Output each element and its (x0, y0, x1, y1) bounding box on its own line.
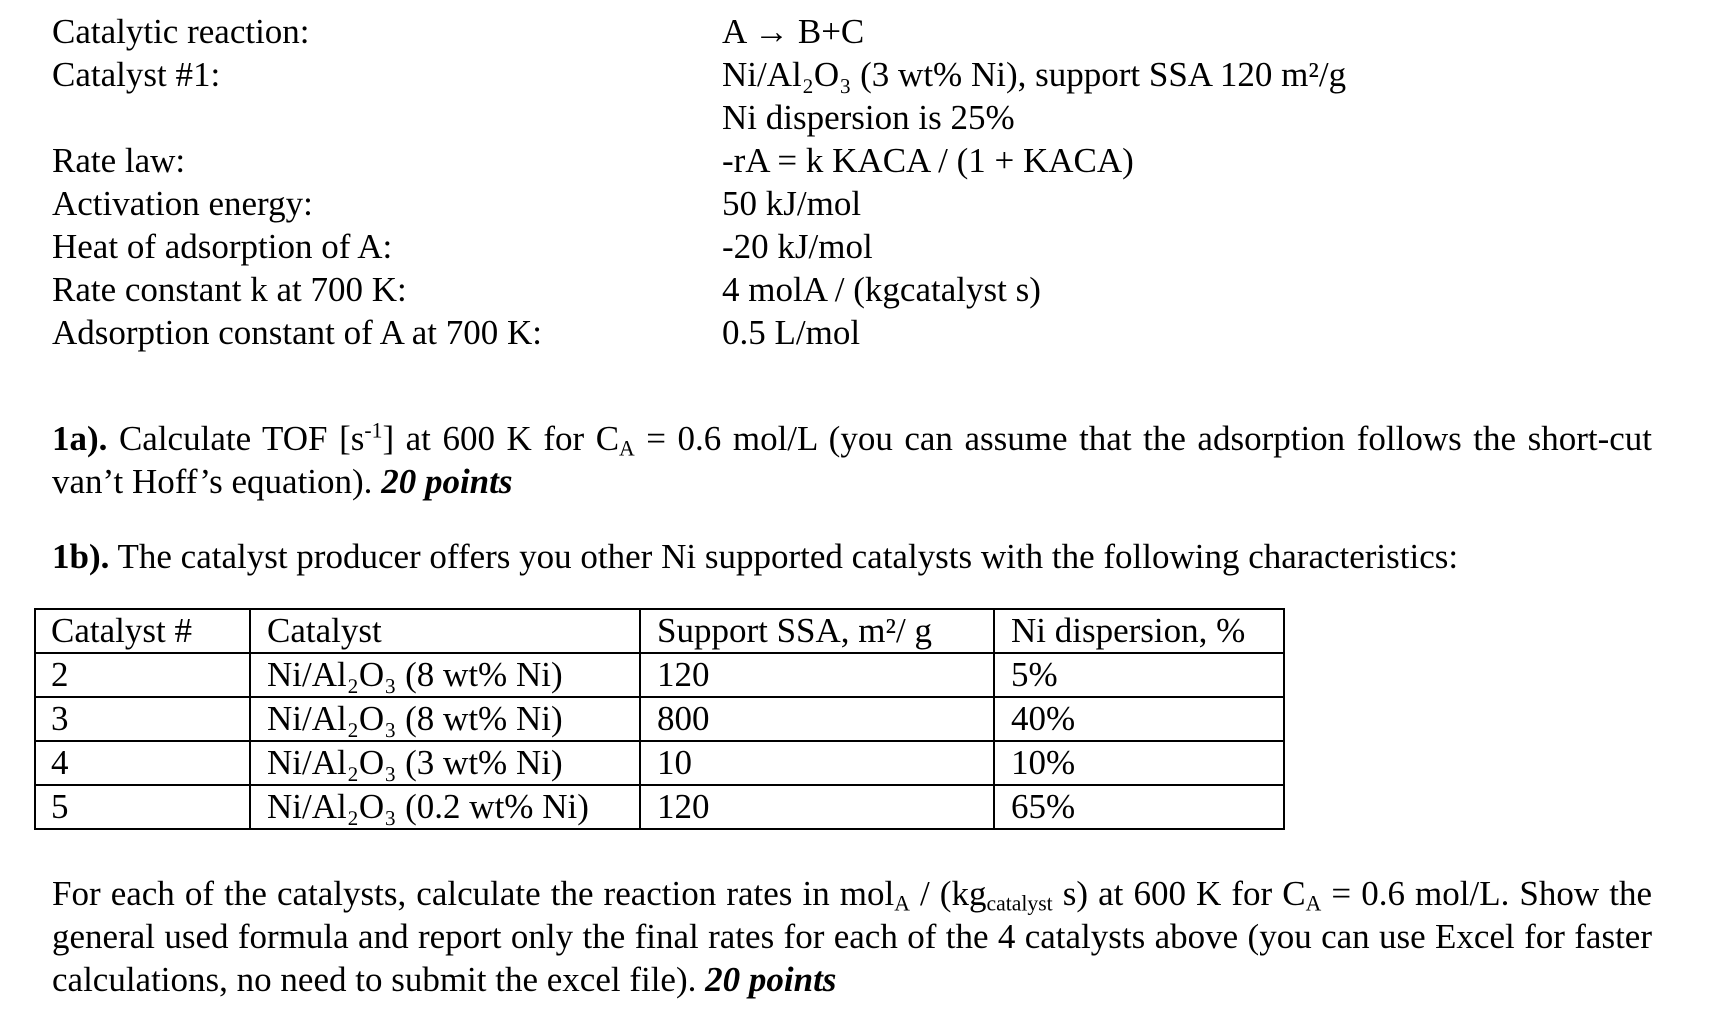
table-header: Ni dispersion, % (994, 609, 1284, 653)
question-1a (52, 417, 1652, 503)
subscript: A (619, 436, 635, 461)
instruction-text: = 0.6 mol/L. Show the general used formula and report only the final rates for each of the 4 catalysts above (you can use Excel for faster calculations, no need to submit the excel file). (52, 874, 1652, 999)
given-label: Rate constant k at 700 K: (52, 270, 407, 309)
table-row (35, 785, 1284, 829)
table-row (35, 741, 1284, 785)
final-instruction (52, 872, 1652, 1001)
rate-law-value: -rA = k KACA / (1 + KACA) (722, 141, 1134, 180)
given-value: Ni dispersion is 25% (722, 98, 1015, 137)
subscript: catalyst (986, 891, 1053, 916)
table-cell: 10 (640, 741, 994, 785)
given-value: 0.5 L/mol (722, 313, 861, 352)
question-label: 1a). (52, 419, 108, 458)
table-cell: 4 (35, 741, 250, 785)
given-label: Adsorption constant of A at 700 K: (52, 313, 542, 352)
given-label: Catalytic reaction: (52, 12, 310, 51)
table-row (35, 653, 1284, 697)
table-cell: 2 (35, 653, 250, 697)
question-text: = 0.6 mol/L (you can assume that the adsorption follows the short-cut van’t Hoff’s equation). (52, 419, 1652, 501)
question-1b (52, 535, 1652, 578)
points-label: 20 points (381, 462, 513, 501)
table-cell: 800 (640, 697, 994, 741)
table-cell: 120 (640, 653, 994, 697)
question-label: 1b). (52, 537, 110, 576)
given-row (52, 139, 1672, 182)
given-label: Activation energy: (52, 184, 313, 223)
table-cell: Ni/Al₂O₃ (3 wt% Ni) (250, 741, 640, 785)
given-label: Heat of adsorption of A: (52, 227, 393, 266)
instruction-text: / (kg (909, 874, 987, 913)
table-cell: 120 (640, 785, 994, 829)
question-text: Calculate TOF [s (107, 419, 365, 458)
instruction-text: s) at 600 K for C (1052, 874, 1306, 913)
given-row (52, 225, 1672, 268)
table-cell: Ni/Al₂O₃ (0.2 wt% Ni) (250, 785, 640, 829)
table-header: Support SSA, m²/ g (640, 609, 994, 653)
points-label: 20 points (705, 960, 837, 999)
table-cell: 65% (994, 785, 1284, 829)
table-cell: 5 (35, 785, 250, 829)
table-row (35, 697, 1284, 741)
table-cell: 3 (35, 697, 250, 741)
given-value: Ni/Al₂O₃ (3 wt% Ni), support SSA 120 m²/g (722, 55, 1347, 94)
given-row (52, 182, 1672, 225)
catalyst-table (34, 608, 1285, 830)
table-cell: 5% (994, 653, 1284, 697)
instruction-text: For each of the catalysts, calculate the reaction rates in mol (52, 874, 895, 913)
table-header-row (35, 609, 1284, 653)
table-header: Catalyst # (35, 609, 250, 653)
given-value: 50 kJ/mol (722, 184, 862, 223)
given-value: A → B+C (722, 12, 865, 51)
subscript: A (1305, 891, 1322, 916)
given-value: -20 kJ/mol (722, 227, 873, 266)
given-row (52, 311, 1672, 354)
given-label: Rate law: (52, 141, 186, 180)
given-row (52, 53, 1672, 96)
table-header: Catalyst (250, 609, 640, 653)
table-cell: 10% (994, 741, 1284, 785)
table-cell: Ni/Al₂O₃ (8 wt% Ni) (250, 697, 640, 741)
superscript: -1 (364, 418, 383, 443)
given-value: 4 molA / (kgcatalyst s) (722, 270, 1041, 309)
subscript: A (894, 891, 910, 916)
table-cell: Ni/Al₂O₃ (8 wt% Ni) (250, 653, 640, 697)
given-row (52, 96, 1672, 139)
table-cell: 40% (994, 697, 1284, 741)
question-text: ] at 600 K for C (382, 419, 620, 458)
given-row (52, 10, 1672, 53)
question-text: The catalyst producer offers you other Ni supported catalysts with the following characteristics: (109, 537, 1459, 576)
document (52, 10, 1672, 578)
given-row (52, 268, 1672, 311)
given-label (52, 96, 722, 139)
given-label: Catalyst #1: (52, 55, 221, 94)
